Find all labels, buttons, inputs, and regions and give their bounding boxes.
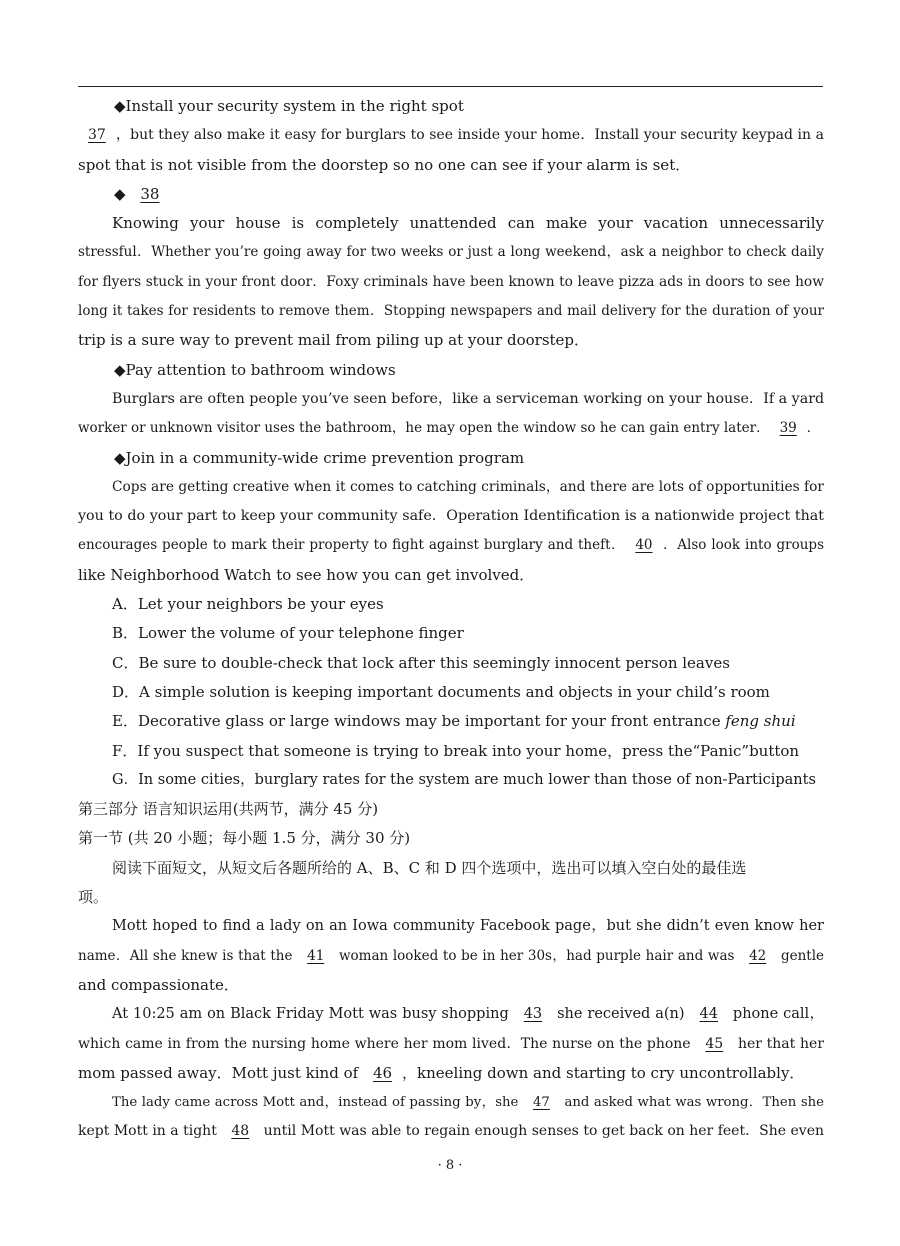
para-line: which came in from the nursing home where her mom lived．The nurse on the phone 45 her that her <box>78 1030 824 1059</box>
para-line: name．All she knew is that the 41 woman looked to be in her 30s，had purple hair and was 42 gentle <box>78 942 824 971</box>
para-line: Mott hoped to find a lady on an Iowa community Facebook page，but she didn’t even know her <box>112 918 824 935</box>
para-line: for flyers stuck in your front door．Foxy criminals have been known to leave pizza ads in doors to see how <box>78 273 824 290</box>
blank-39[interactable]: 39 <box>779 420 797 437</box>
blank-44[interactable]: 44 <box>699 1006 718 1023</box>
para-line: long it takes for residents to remove them．Stopping newspapers and mail delivery for the duration of your <box>78 303 824 320</box>
heading-38: ◆ 38 <box>78 180 824 209</box>
para-line: 37 ，but they also make it easy for burglars to see inside your home．Install your security keypad in a <box>78 121 824 150</box>
para-line: The lady came across Mott and，instead of passing by，she 47 and asked what was wrong．Then she <box>78 1088 824 1117</box>
heading-bathroom: ◆Pay attention to bathroom windows <box>114 360 396 379</box>
page-body <box>78 92 824 1147</box>
option-g: G．In some cities，burglary rates for the system are much lower than those of non-Participants <box>112 771 816 788</box>
para-line: At 10:25 am on Black Friday Mott was busy shopping 43 she received a(n) 44 phone call， <box>78 1000 824 1029</box>
option-d: D．A simple solution is keeping important documents and objects in your child’s room <box>112 682 770 701</box>
para-line: spot that is not visible from the doorstep so no one can see if your alarm is set． <box>78 155 691 174</box>
para-line: Burglars are often people you’ve seen before，like a serviceman working on your house．If a yard <box>112 390 824 407</box>
para-line: stressful．Whether you’re going away for two weeks or just a long weekend，ask a neighbor to check daily <box>78 244 824 261</box>
para-line: mom passed away．Mott just kind of 46 ，kneeling down and starting to cry uncontrollably． <box>78 1059 824 1088</box>
option-f: F．If you suspect that someone is trying to break into your home，press the“Panic”button <box>112 741 800 760</box>
blank-43[interactable]: 43 <box>523 1006 543 1023</box>
blank-37[interactable]: 37 <box>88 127 106 144</box>
option-e: E．Decorative glass or large windows may be important for your front entrance feng shui <box>112 712 796 731</box>
heading-install: ◆Install your security system in the right spot <box>114 97 464 115</box>
subsection-title: 第一节 (共 20 小题；每小题 1.5 分，满分 30 分) <box>78 829 411 848</box>
para-line: trip is a sure way to prevent mail from piling up at your doorstep． <box>78 331 590 350</box>
option-c: C．Be sure to double-check that lock after this seemingly innocent person leaves <box>112 653 730 672</box>
instructions-cont: 项。 <box>78 888 109 907</box>
page-number: · 8 · <box>437 1158 463 1173</box>
blank-48[interactable]: 48 <box>231 1123 250 1140</box>
para-line: worker or unknown visitor uses the bathroom，he may open the window so he can gain entry later． 39 ． <box>78 414 824 443</box>
blank-45[interactable]: 45 <box>705 1035 724 1052</box>
instructions: 阅读下面短文，从短文后各题所给的 A、B、C 和 D 四个选项中，选出可以填入空白处的最佳选 <box>112 858 747 877</box>
option-b: B．Lower the volume of your telephone finger <box>112 624 464 643</box>
para-line: Knowing your house is completely unattended can make your vacation unnecessarily <box>112 214 824 233</box>
para-line: encourages people to mark their property to fight against burglary and theft． 40 ．Also look into groups <box>78 531 824 560</box>
para-line: kept Mott in a tight 48 until Mott was able to regain enough senses to get back on her feet．She even <box>78 1117 824 1146</box>
heading-community: ◆Join in a community-wide crime prevention program <box>114 448 525 467</box>
header-rule <box>78 86 823 87</box>
blank-47[interactable]: 47 <box>532 1095 550 1111</box>
blank-40[interactable]: 40 <box>635 537 653 554</box>
option-a: A．Let your neighbors be your eyes <box>112 595 384 614</box>
para-line: and compassionate． <box>78 975 239 994</box>
blank-38[interactable]: 38 <box>140 184 160 203</box>
para-line: Cops are getting creative when it comes to catching criminals，and there are lots of opportunities for <box>112 478 824 495</box>
para-line: you to do your part to keep your community safe．Operation Identification is a nationwide project that <box>78 508 824 525</box>
blank-42[interactable]: 42 <box>749 947 767 964</box>
blank-41[interactable]: 41 <box>307 947 325 964</box>
section-title: 第三部分 语言知识运用(共两节，满分 45 分) <box>78 800 379 819</box>
blank-46[interactable]: 46 <box>372 1063 393 1082</box>
para-line: like Neighborhood Watch to see how you can get involved． <box>78 565 535 584</box>
